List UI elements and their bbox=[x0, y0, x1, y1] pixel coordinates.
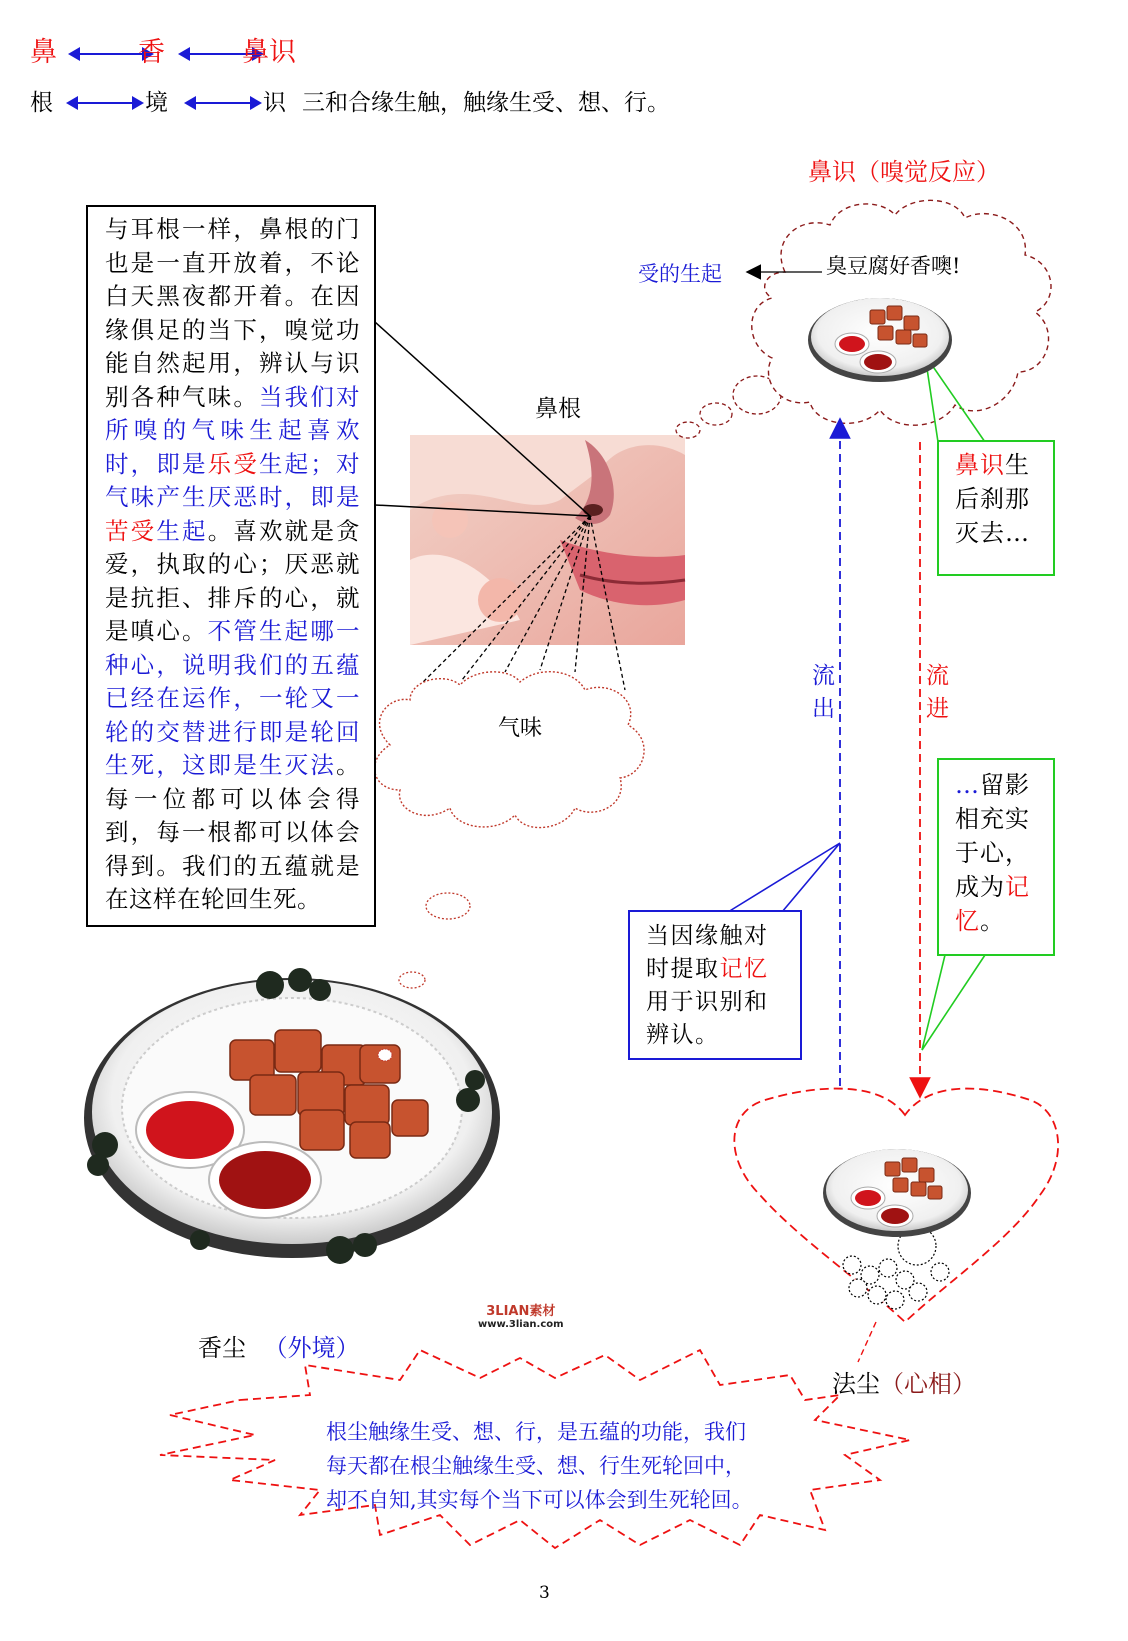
text-segment: 鼻识 bbox=[955, 451, 1005, 479]
bottom-summary-text bbox=[326, 1415, 753, 1517]
summary-line-1: 根尘触缘生受、想、行，是五蕴的功能，我们 bbox=[326, 1420, 746, 1444]
fragrance-dust-label bbox=[198, 1328, 360, 1363]
header-object: 境 bbox=[145, 90, 168, 116]
feeling-arises-label: 受的生起 bbox=[638, 262, 722, 286]
text-segment: 。喜欢就是贪爱，执取的心；厌恶就是抗拒、排斥的心，就是嗔心。 bbox=[105, 516, 361, 645]
blue-callout-pointer bbox=[728, 843, 840, 912]
thought-bubble-small bbox=[426, 893, 470, 919]
header-nose-consciousness: 鼻识 bbox=[242, 37, 296, 68]
blue-memory-box bbox=[628, 910, 802, 1060]
thought-text: 臭豆腐好香噢! bbox=[826, 254, 961, 278]
heart-tail-line bbox=[858, 1322, 876, 1362]
text-segment: 不管生起哪一种心，说明我们的五蕴已经在运作，一轮又一轮的交替进行即是轮回生死，这即是生灭法 bbox=[105, 617, 361, 779]
green-box-top bbox=[937, 440, 1055, 576]
green-callout-pointer-bottom bbox=[922, 955, 985, 1050]
thought-bubble-tiny bbox=[399, 972, 425, 988]
text-segment: 与耳根一样，鼻根的门也是一直开放着，不论白天黑夜都开着。在因缘俱足的当下，嗅觉功能自然起用，辨认与识别各种气味。 bbox=[105, 215, 360, 411]
text-segment: 。每一位都可以体会得到，每一根都可以体会得到。我们的五蕴就是在这样在轮回生死。 bbox=[105, 751, 360, 913]
header-nose: 鼻 bbox=[30, 37, 57, 68]
fragrance-dust-note: （外境） bbox=[263, 1334, 360, 1362]
dharma-dust-note: （心相） bbox=[880, 1370, 976, 1398]
smell-label: 气味 bbox=[498, 716, 543, 741]
text-segment: 当因缘触对时提取 bbox=[646, 923, 769, 982]
watermark-line-1: 3LIAN素材 bbox=[486, 1304, 556, 1319]
text-segment: 生起 bbox=[156, 516, 208, 545]
smell-cloud bbox=[375, 672, 644, 828]
text-segment: … bbox=[955, 771, 980, 799]
dharma-dust-label bbox=[832, 1364, 976, 1399]
header-arrow-4 bbox=[186, 102, 260, 104]
fragrance-dust-text: 香尘 bbox=[198, 1334, 246, 1362]
header-root: 根 bbox=[30, 90, 53, 116]
watermark-line-2: www.3lian.com bbox=[478, 1319, 564, 1330]
flow-in-char-2: 进 bbox=[926, 696, 949, 722]
flow-out-label bbox=[812, 660, 838, 726]
green-box-bottom bbox=[937, 758, 1055, 956]
text-segment: 生后刹那灭去… bbox=[955, 451, 1030, 547]
tofu-plate-large bbox=[84, 968, 500, 1264]
text-segment: 当我们对所嗅的气味生起喜欢时，即是 bbox=[105, 382, 360, 478]
tofu-plate-heart bbox=[823, 1149, 971, 1237]
summary-line-2: 每天都在根尘触缘生受、想、行生死轮回中， bbox=[326, 1454, 746, 1478]
nose-face-image bbox=[410, 435, 685, 645]
left-explanation-box bbox=[86, 205, 376, 927]
text-segment: 苦受 bbox=[105, 516, 157, 545]
text-segment: 记忆 bbox=[719, 956, 769, 982]
tofu-plate-cloud bbox=[808, 298, 952, 382]
flow-in-char-1: 流 bbox=[926, 663, 949, 689]
text-segment: 乐受 bbox=[207, 449, 260, 478]
header-fragrance: 香 bbox=[138, 37, 165, 68]
header-tail-text: 三和合缘生触，触缘生受、想、行。 bbox=[302, 90, 670, 116]
thought-trail bbox=[676, 376, 781, 438]
flow-in-label bbox=[926, 660, 952, 726]
text-segment: 生起；对气味产生厌恶时，即是 bbox=[105, 449, 361, 511]
text-segment: 用于识别和辨认。 bbox=[646, 989, 769, 1048]
text-segment: 留影相充实于心，成为 bbox=[955, 771, 1030, 901]
header-arrow-3 bbox=[68, 102, 142, 104]
header-line-2 bbox=[30, 88, 1030, 120]
watermark bbox=[478, 1300, 564, 1330]
dharma-dust-text: 法尘 bbox=[832, 1370, 880, 1398]
text-segment: 记忆 bbox=[955, 873, 1030, 935]
summary-line-3: 却不自知,其实每个当下可以体会到生死轮回。 bbox=[326, 1488, 753, 1512]
text-segment: 。 bbox=[980, 907, 1005, 935]
page-number: 3 bbox=[539, 1583, 550, 1603]
nose-root-label: 鼻根 bbox=[535, 396, 581, 422]
nose-consciousness-label: 鼻识（嗅觉反应） bbox=[808, 158, 1000, 186]
flow-out-char-2: 出 bbox=[812, 696, 835, 722]
header-consciousness: 识 bbox=[263, 90, 286, 116]
flow-out-char-1: 流 bbox=[812, 663, 835, 689]
